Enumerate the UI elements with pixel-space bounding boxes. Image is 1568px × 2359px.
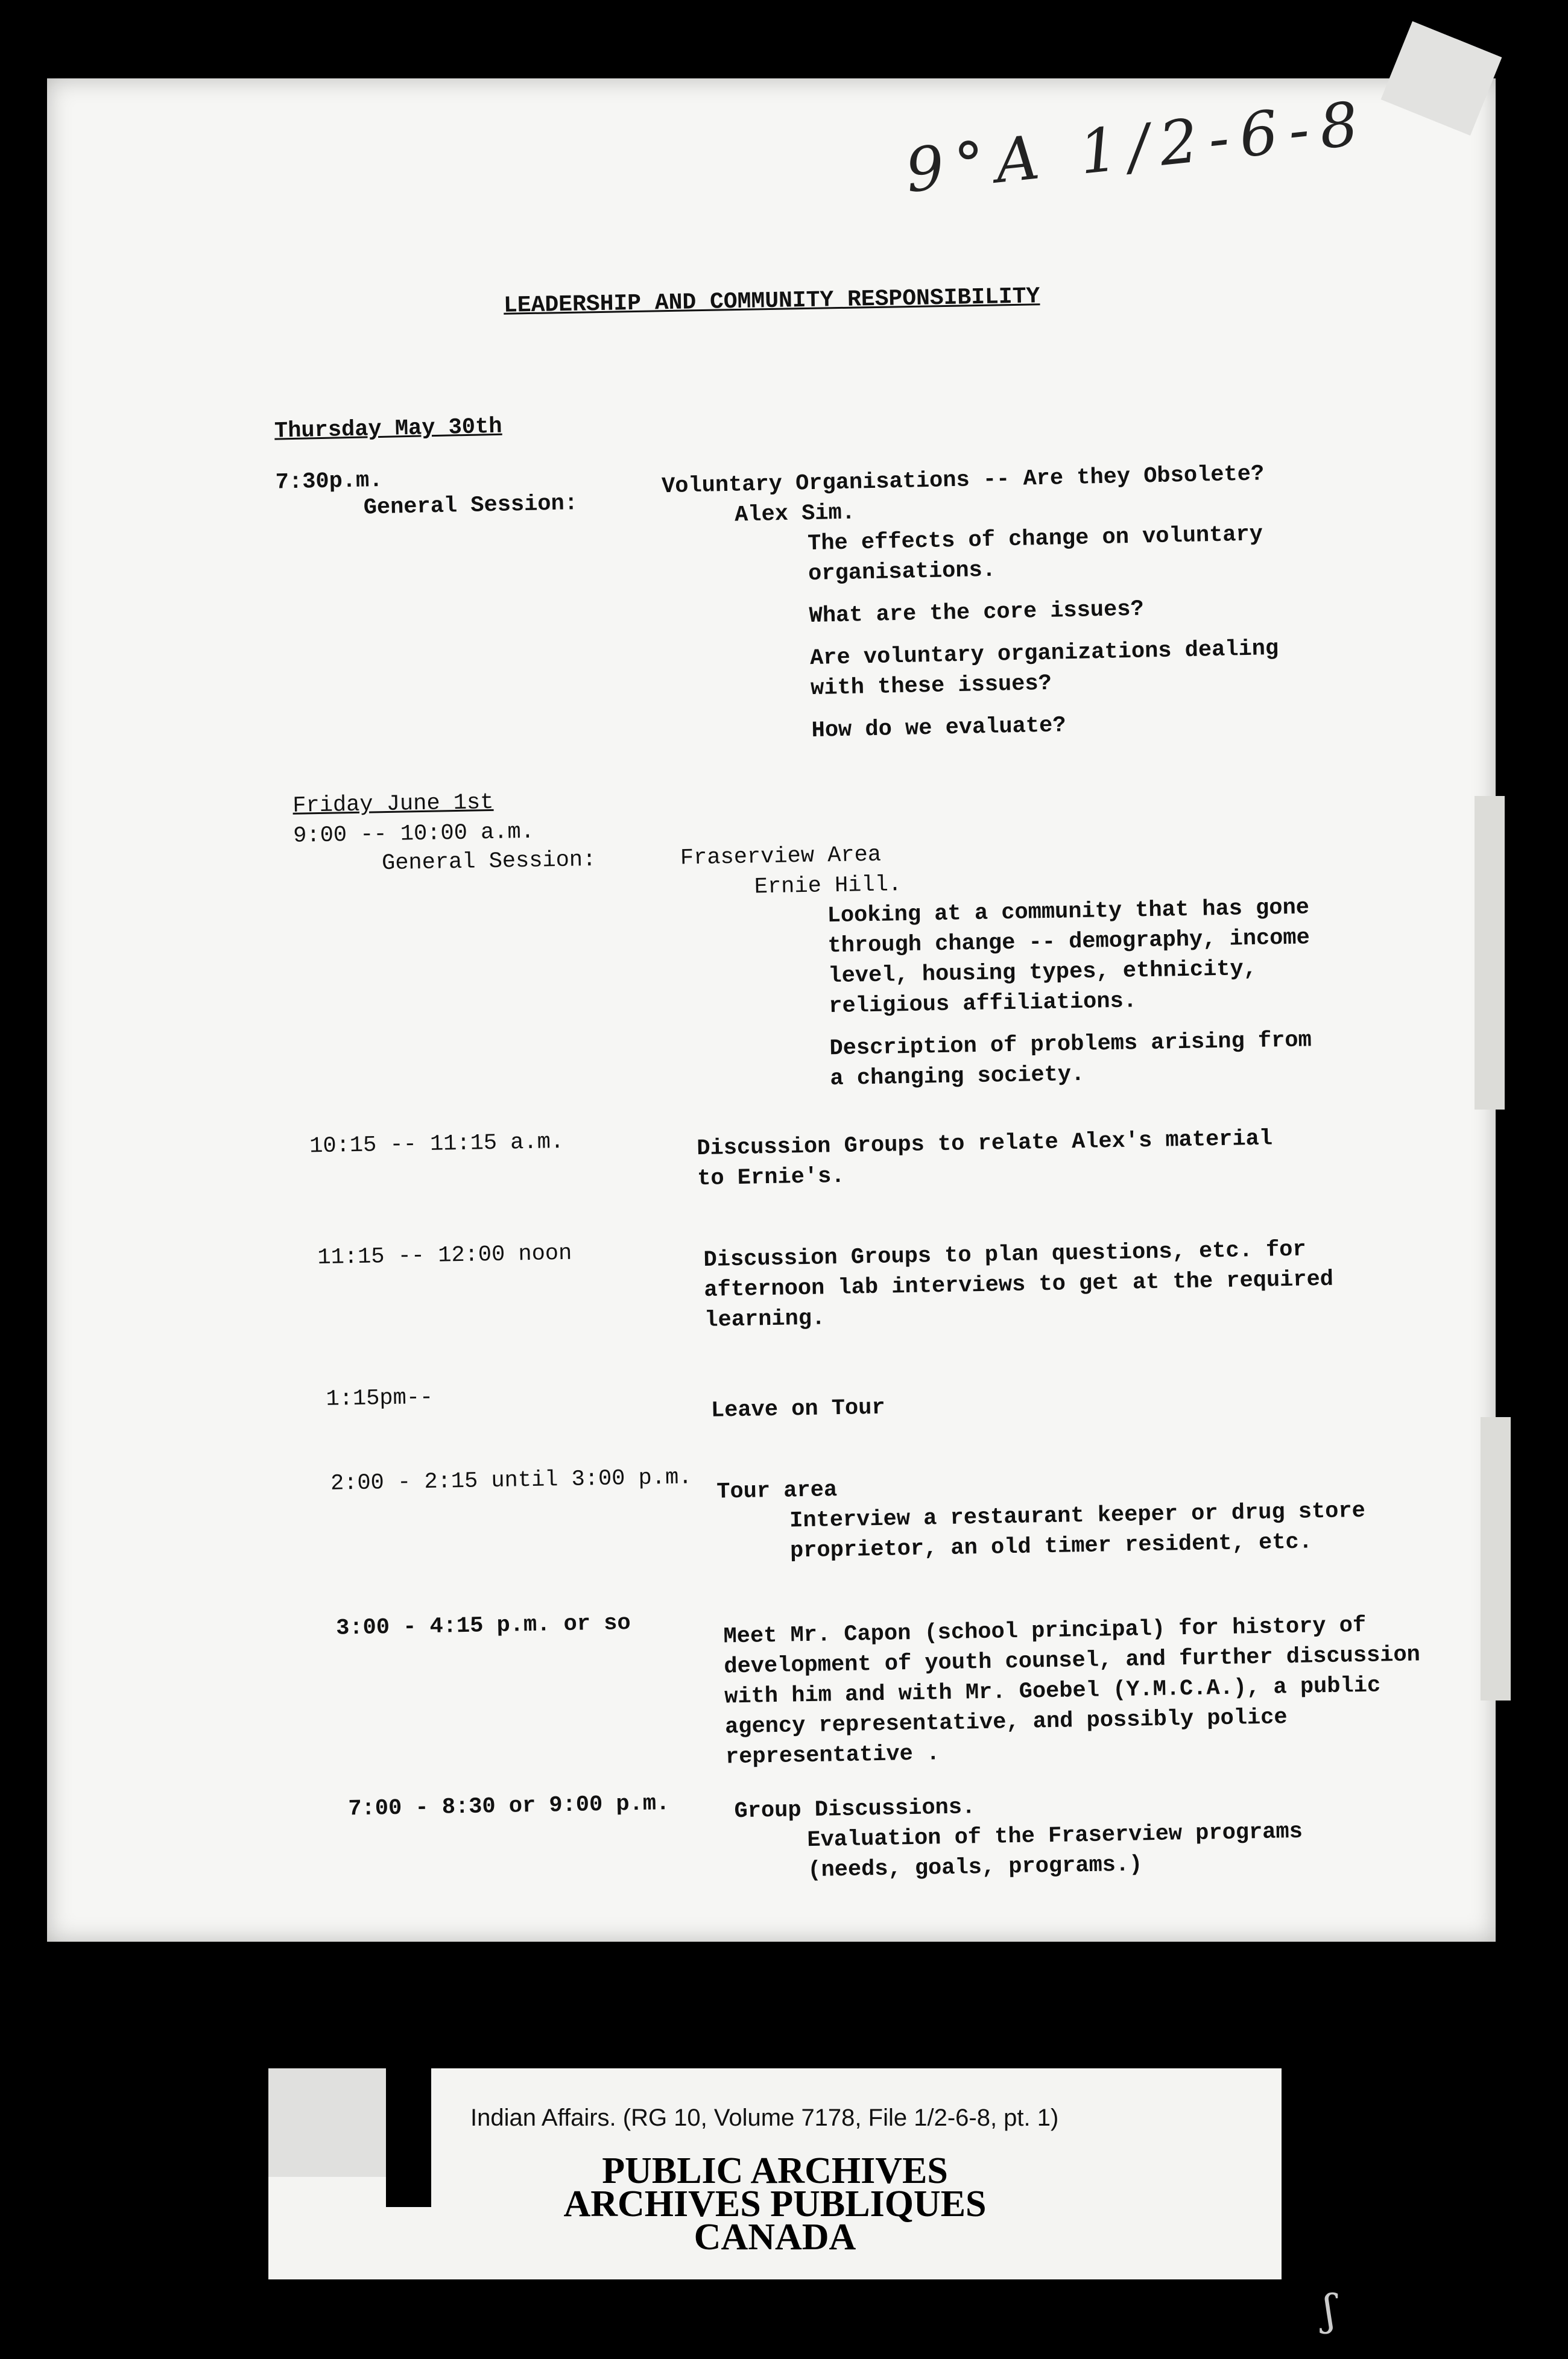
day1-point: What are the core issues? bbox=[809, 596, 1145, 630]
schedule-activity: proprietor, an old timer resident, etc. bbox=[789, 1529, 1313, 1564]
edge-tab bbox=[1475, 796, 1505, 1110]
day2-point: religious affiliations. bbox=[828, 988, 1137, 1020]
day2-time: 9:00 -- 10:00 a.m. bbox=[292, 819, 535, 849]
schedule-activity: (needs, goals, programs.) bbox=[807, 1852, 1143, 1884]
schedule-activity: Interview a restaurant keeper or drug store bbox=[789, 1498, 1366, 1534]
archive-label bbox=[268, 2068, 1282, 2279]
schedule-activity: Discussion Groups to plan questions, etc. for bbox=[703, 1237, 1307, 1273]
schedule-activity: Discussion Groups to relate Alex's material bbox=[697, 1126, 1273, 1162]
schedule-activity: Group Discussions. bbox=[734, 1795, 976, 1825]
day2-point: Description of problems arising from bbox=[829, 1028, 1312, 1062]
archive-name-fr: ARCHIVES PUBLIQUES bbox=[563, 2184, 987, 2225]
day1-topic: Voluntary Organisations -- Are they Obsolete? bbox=[661, 461, 1265, 500]
day1-session: General Session: bbox=[363, 491, 578, 521]
schedule-activity: Leave on Tour bbox=[710, 1395, 885, 1424]
schedule-time: 1:15pm-- bbox=[326, 1385, 434, 1412]
stray-mark: ʃ bbox=[1324, 2285, 1336, 2335]
edge-tab bbox=[1481, 1417, 1511, 1701]
schedule-activity: Tour area bbox=[716, 1477, 838, 1505]
archive-name-en: PUBLIC ARCHIVES bbox=[602, 2150, 948, 2191]
day1-speaker: Alex Sim. bbox=[734, 500, 856, 528]
schedule-activity: Evaluation of the Fraserview programs bbox=[807, 1819, 1303, 1854]
day1-point: Are voluntary organizations dealing bbox=[809, 636, 1279, 672]
schedule-time: 11:15 -- 12:00 noon bbox=[317, 1240, 572, 1271]
schedule-time: 10:15 -- 11:15 a.m. bbox=[309, 1129, 564, 1160]
day2-topic: Fraserview Area bbox=[680, 842, 882, 871]
day2-date: Friday June 1st bbox=[292, 789, 494, 819]
schedule-activity: representative . bbox=[725, 1741, 940, 1770]
archive-reference: Indian Affairs. (RG 10, Volume 7178, File 1/2-6-8, pt. 1) bbox=[470, 2105, 1059, 2131]
schedule-activity: learning. bbox=[704, 1306, 826, 1333]
day2-point: Looking at a community that has gone bbox=[827, 895, 1310, 929]
schedule-time: 3:00 - 4:15 p.m. or so bbox=[335, 1611, 631, 1641]
schedule-activity: afternoon lab interviews to get at the required bbox=[704, 1266, 1334, 1303]
schedule-time: 2:00 - 2:15 until 3:00 p.m. bbox=[330, 1465, 692, 1497]
schedule-activity: development of youth counsel, and further discussion bbox=[724, 1642, 1421, 1680]
day2-session: General Session: bbox=[381, 847, 596, 877]
schedule-activity: Meet Mr. Capon (school principal) for history of bbox=[723, 1612, 1367, 1650]
day1-point: organisations. bbox=[808, 557, 996, 587]
schedule-activity: agency representative, and possibly police bbox=[724, 1705, 1288, 1740]
day2-speaker: Ernie Hill. bbox=[754, 872, 902, 900]
day2-point: a changing society. bbox=[830, 1061, 1085, 1092]
day1-point: The effects of change on voluntary bbox=[807, 522, 1263, 557]
schedule-activity: with him and with Mr. Goebel (Y.M.C.A.), a public bbox=[724, 1673, 1381, 1710]
schedule-time: 7:00 - 8:30 or 9:00 p.m. bbox=[348, 1791, 670, 1822]
document-title: LEADERSHIP AND COMMUNITY RESPONSIBILITY bbox=[503, 283, 1040, 319]
day2-point: level, housing types, ethnicity, bbox=[828, 956, 1257, 990]
day1-point: How do we evaluate? bbox=[811, 713, 1066, 744]
day2-point: through change -- demography, income bbox=[827, 925, 1310, 959]
archive-country: CANADA bbox=[694, 2217, 856, 2258]
day1-date: Thursday May 30th bbox=[274, 414, 502, 444]
day1-time: 7:30p.m. bbox=[275, 467, 383, 496]
day1-point: with these issues? bbox=[810, 671, 1052, 702]
schedule-activity: to Ernie's. bbox=[697, 1163, 845, 1192]
handwritten-file-number: 9°A 1/2-6-8 bbox=[902, 87, 1373, 206]
